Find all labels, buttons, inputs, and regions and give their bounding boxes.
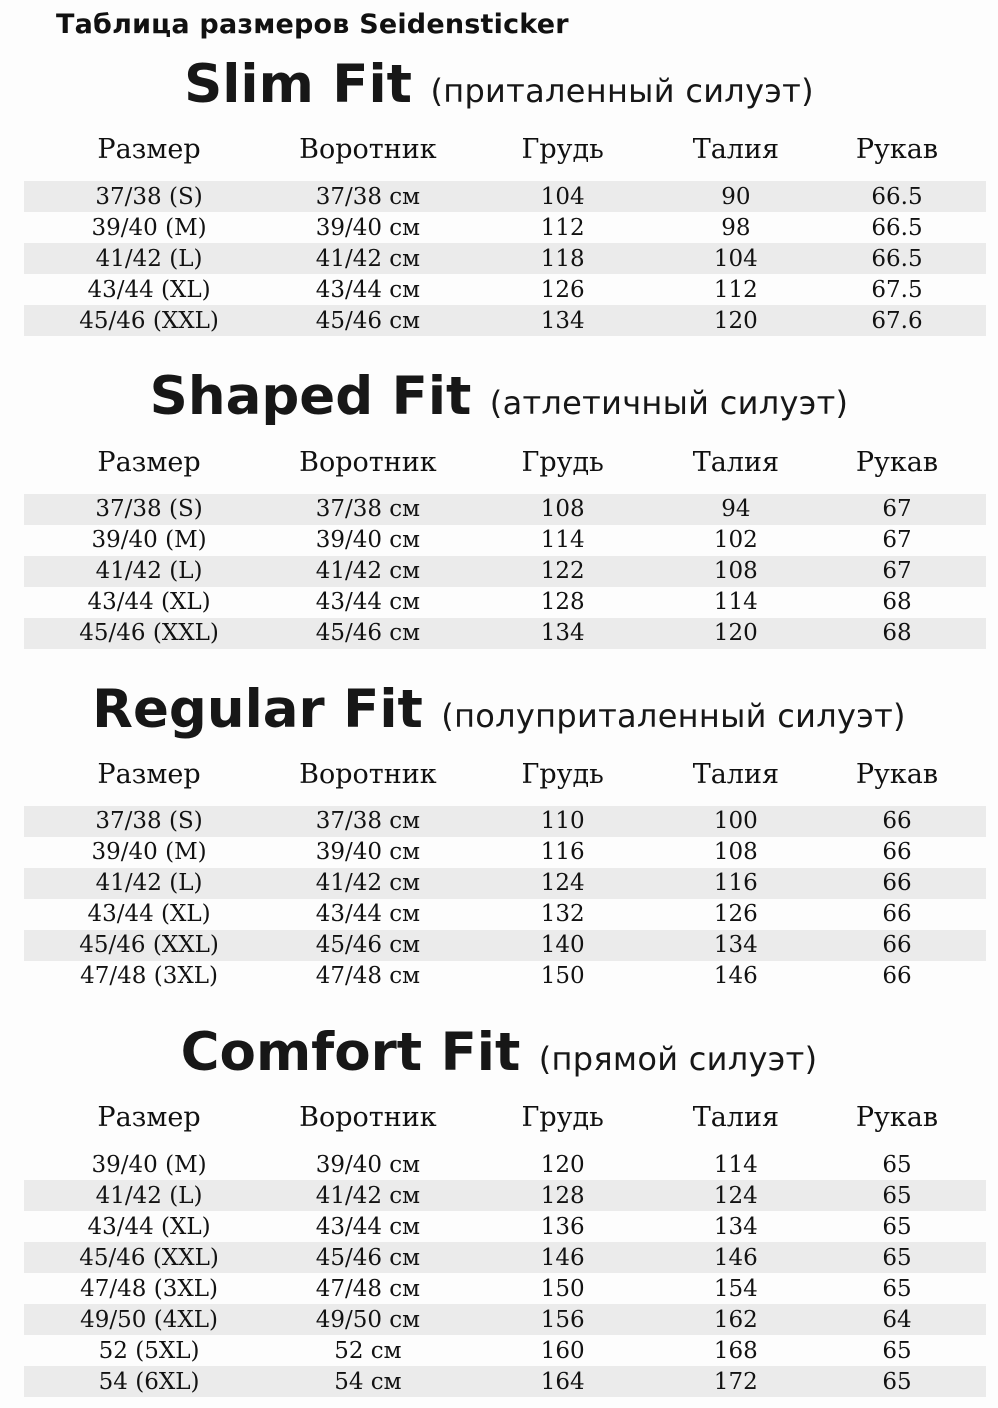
table-cell: 150 [540, 1275, 585, 1302]
table-cell: 41/42 (L) [24, 556, 274, 587]
table-row [24, 1242, 986, 1273]
table-cell: 43/44 см [315, 901, 421, 928]
table-cell: 47/48 (3XL) [80, 963, 218, 990]
table-cell: 172 [664, 1366, 808, 1397]
table-cell: 45/46 см [274, 618, 462, 649]
header-row [24, 437, 986, 494]
table-cell: 39/40 (M) [91, 214, 207, 241]
table-cell: 102 [713, 527, 758, 554]
table-cell: 66 [808, 930, 986, 961]
table-cell: 114 [713, 1151, 758, 1178]
table-cell: 65 [882, 1275, 912, 1302]
table-cell: 118 [462, 243, 664, 274]
header-row [24, 749, 986, 806]
table-cell: 43/44 (XL) [87, 901, 211, 928]
table-row [24, 961, 986, 992]
table-cell: 108 [462, 494, 664, 525]
table-cell: 49/50 (4XL) [24, 1304, 274, 1335]
table-cell: 37/38 (S) [24, 181, 274, 212]
section-title [0, 1021, 998, 1083]
column-header-size: Размер [97, 1102, 201, 1134]
table-cell: 37/38 (S) [24, 494, 274, 525]
fit-subtitle: (полуприталенный силуэт) [441, 696, 906, 735]
table-cell: 45/46 см [274, 1242, 462, 1273]
table-cell: 39/40 см [315, 527, 421, 554]
table-cell: 41/42 см [274, 1180, 462, 1211]
section-shaped-fit [0, 368, 998, 648]
table-cell: 104 [664, 243, 808, 274]
table-cell: 54 см [274, 1366, 462, 1397]
table-cell: 43/44 см [315, 276, 421, 303]
table-cell: 122 [462, 556, 664, 587]
table-cell: 41/42 (L) [24, 868, 274, 899]
table-cell: 41/42 см [274, 243, 462, 274]
page-title: Таблица размеров Seidensticker [56, 9, 569, 40]
table-cell: 68 [808, 618, 986, 649]
table-cell: 90 [664, 181, 808, 212]
table-cell: 108 [664, 556, 808, 587]
column-header-waist: Талия [692, 134, 779, 166]
table-cell: 114 [713, 589, 758, 616]
table-cell: 39/40 см [315, 214, 421, 241]
fit-name: Shaped Fit [149, 366, 472, 428]
table-cell: 43/44 (XL) [87, 1213, 211, 1240]
column-header-collar: Воротник [299, 134, 437, 166]
table-cell: 146 [713, 963, 758, 990]
table-cell: 140 [462, 930, 664, 961]
table-cell: 39/40 (M) [91, 527, 207, 554]
column-header-chest: Грудь [521, 758, 604, 790]
table-cell: 47/48 см [315, 963, 421, 990]
size-table [24, 749, 986, 992]
table-cell: 67.5 [871, 276, 923, 303]
table-cell: 66 [808, 806, 986, 837]
section-slim-fit [0, 56, 998, 336]
table-cell: 112 [713, 276, 758, 303]
table-row [24, 556, 986, 587]
table-row [24, 181, 986, 212]
table-row [24, 212, 986, 243]
table-cell: 65 [882, 1213, 912, 1240]
table-row [24, 1149, 986, 1180]
table-cell: 112 [540, 214, 585, 241]
header-row [24, 1092, 986, 1149]
section-title [0, 368, 998, 426]
table-cell: 43/44 (XL) [87, 589, 211, 616]
table-cell: 116 [664, 868, 808, 899]
table-row [24, 494, 986, 525]
table-row [24, 525, 986, 556]
table-cell: 37/38 см [274, 806, 462, 837]
table-row [24, 1273, 986, 1304]
table-cell: 67 [808, 494, 986, 525]
table-cell: 41/42 см [274, 556, 462, 587]
column-header-size: Размер [97, 134, 201, 166]
table-cell: 168 [713, 1337, 758, 1364]
table-cell: 37/38 (S) [24, 806, 274, 837]
section-regular-fit [0, 678, 998, 992]
table-cell: 160 [540, 1337, 585, 1364]
table-cell: 52 см [334, 1337, 402, 1364]
table-cell: 52 (5XL) [98, 1337, 200, 1364]
table-row [24, 868, 986, 899]
section-title [0, 56, 998, 114]
table-cell: 66 [882, 901, 912, 928]
table-row [24, 1180, 986, 1211]
table-cell: 66 [882, 963, 912, 990]
section-comfort-fit [0, 1021, 998, 1397]
table-row [24, 1366, 986, 1397]
table-cell: 128 [540, 589, 585, 616]
table-cell: 66 [882, 839, 912, 866]
table-cell: 37/38 см [274, 494, 462, 525]
table-cell: 156 [462, 1304, 664, 1335]
table-cell: 126 [713, 901, 758, 928]
fit-name: Slim Fit [184, 54, 412, 115]
table-cell: 45/46 (XXL) [24, 618, 274, 649]
header-row [24, 124, 986, 181]
fit-subtitle: (прямой силуэт) [538, 1039, 818, 1078]
fit-subtitle: (приталенный силуэт) [430, 72, 814, 110]
size-table [24, 437, 986, 649]
table-cell: 66 [808, 868, 986, 899]
table-row [24, 1211, 986, 1242]
table-cell: 39/40 см [315, 839, 421, 866]
size-table [24, 124, 986, 336]
column-header-sleeve: Рукав [855, 758, 939, 790]
column-header-chest: Грудь [521, 134, 604, 166]
table-cell: 120 [664, 618, 808, 649]
table-cell: 154 [713, 1275, 758, 1302]
table-cell: 49/50 см [274, 1304, 462, 1335]
table-row [24, 930, 986, 961]
table-cell: 65 [808, 1242, 986, 1273]
column-header-sleeve: Рукав [855, 134, 939, 166]
table-cell: 45/46 см [274, 305, 462, 336]
table-row [24, 618, 986, 649]
table-cell: 39/40 см [315, 1151, 421, 1178]
table-cell: 66.5 [808, 181, 986, 212]
table-cell: 146 [664, 1242, 808, 1273]
table-cell: 67 [882, 527, 912, 554]
table-cell: 67.6 [808, 305, 986, 336]
column-header-size: Размер [97, 446, 201, 478]
table-cell: 45/46 (XXL) [24, 305, 274, 336]
table-cell: 120 [664, 305, 808, 336]
table-cell: 94 [664, 494, 808, 525]
column-header-collar: Воротник [299, 446, 437, 478]
table-cell: 68 [882, 589, 912, 616]
fit-subtitle: (атлетичный силуэт) [489, 384, 849, 423]
section-title [0, 678, 998, 740]
table-cell: 47/48 см [315, 1275, 421, 1302]
table-cell: 126 [540, 276, 585, 303]
table-cell: 134 [713, 1213, 758, 1240]
table-cell: 45/46 (XXL) [24, 1242, 274, 1273]
column-header-waist: Талия [692, 446, 779, 478]
column-header-sleeve: Рукав [855, 446, 939, 478]
table-cell: 43/44 см [315, 1213, 421, 1240]
table-cell: 45/46 (XXL) [24, 930, 274, 961]
table-cell: 54 (6XL) [24, 1366, 274, 1397]
column-header-chest: Грудь [521, 446, 604, 478]
column-header-waist: Талия [692, 1102, 779, 1134]
table-cell: 39/40 (M) [91, 1151, 207, 1178]
table-row [24, 243, 986, 274]
table-cell: 110 [462, 806, 664, 837]
column-header-waist: Талия [692, 758, 779, 790]
table-cell: 66.5 [808, 243, 986, 274]
table-cell: 134 [462, 305, 664, 336]
table-cell: 64 [808, 1304, 986, 1335]
table-row [24, 274, 986, 305]
table-cell: 65 [882, 1151, 912, 1178]
table-cell: 65 [808, 1366, 986, 1397]
table-cell: 150 [540, 963, 585, 990]
table-cell: 41/42 (L) [24, 243, 274, 274]
column-header-chest: Грудь [521, 1102, 604, 1134]
table-cell: 164 [462, 1366, 664, 1397]
table-row [24, 1304, 986, 1335]
table-cell: 134 [462, 618, 664, 649]
table-cell: 37/38 см [274, 181, 462, 212]
table-row [24, 899, 986, 930]
table-cell: 65 [882, 1337, 912, 1364]
table-cell: 43/44 (XL) [87, 276, 211, 303]
table-cell: 120 [540, 1151, 585, 1178]
column-header-collar: Воротник [299, 758, 437, 790]
fit-name: Comfort Fit [180, 1021, 521, 1083]
table-cell: 39/40 (M) [91, 839, 207, 866]
table-cell: 98 [721, 214, 751, 241]
table-cell: 136 [540, 1213, 585, 1240]
table-cell: 114 [540, 527, 585, 554]
table-cell: 116 [540, 839, 585, 866]
table-row [24, 305, 986, 336]
table-row [24, 806, 986, 837]
table-cell: 104 [462, 181, 664, 212]
table-cell: 132 [540, 901, 585, 928]
table-cell: 162 [664, 1304, 808, 1335]
table-cell: 65 [808, 1180, 986, 1211]
table-cell: 41/42 см [274, 868, 462, 899]
fit-name: Regular Fit [92, 678, 423, 740]
table-cell: 43/44 см [315, 589, 421, 616]
table-cell: 134 [664, 930, 808, 961]
table-cell: 128 [462, 1180, 664, 1211]
size-table [24, 1092, 986, 1397]
table-cell: 47/48 (3XL) [80, 1275, 218, 1302]
table-cell: 41/42 (L) [24, 1180, 274, 1211]
table-row [24, 587, 986, 618]
table-cell: 45/46 см [274, 930, 462, 961]
table-row [24, 837, 986, 868]
table-cell: 100 [664, 806, 808, 837]
table-cell: 146 [462, 1242, 664, 1273]
table-cell: 124 [462, 868, 664, 899]
column-header-sleeve: Рукав [855, 1102, 939, 1134]
table-cell: 67 [808, 556, 986, 587]
column-header-collar: Воротник [299, 1102, 437, 1134]
column-header-size: Размер [97, 758, 201, 790]
table-row [24, 1335, 986, 1366]
table-cell: 66.5 [871, 214, 923, 241]
table-cell: 124 [664, 1180, 808, 1211]
table-cell: 108 [713, 839, 758, 866]
